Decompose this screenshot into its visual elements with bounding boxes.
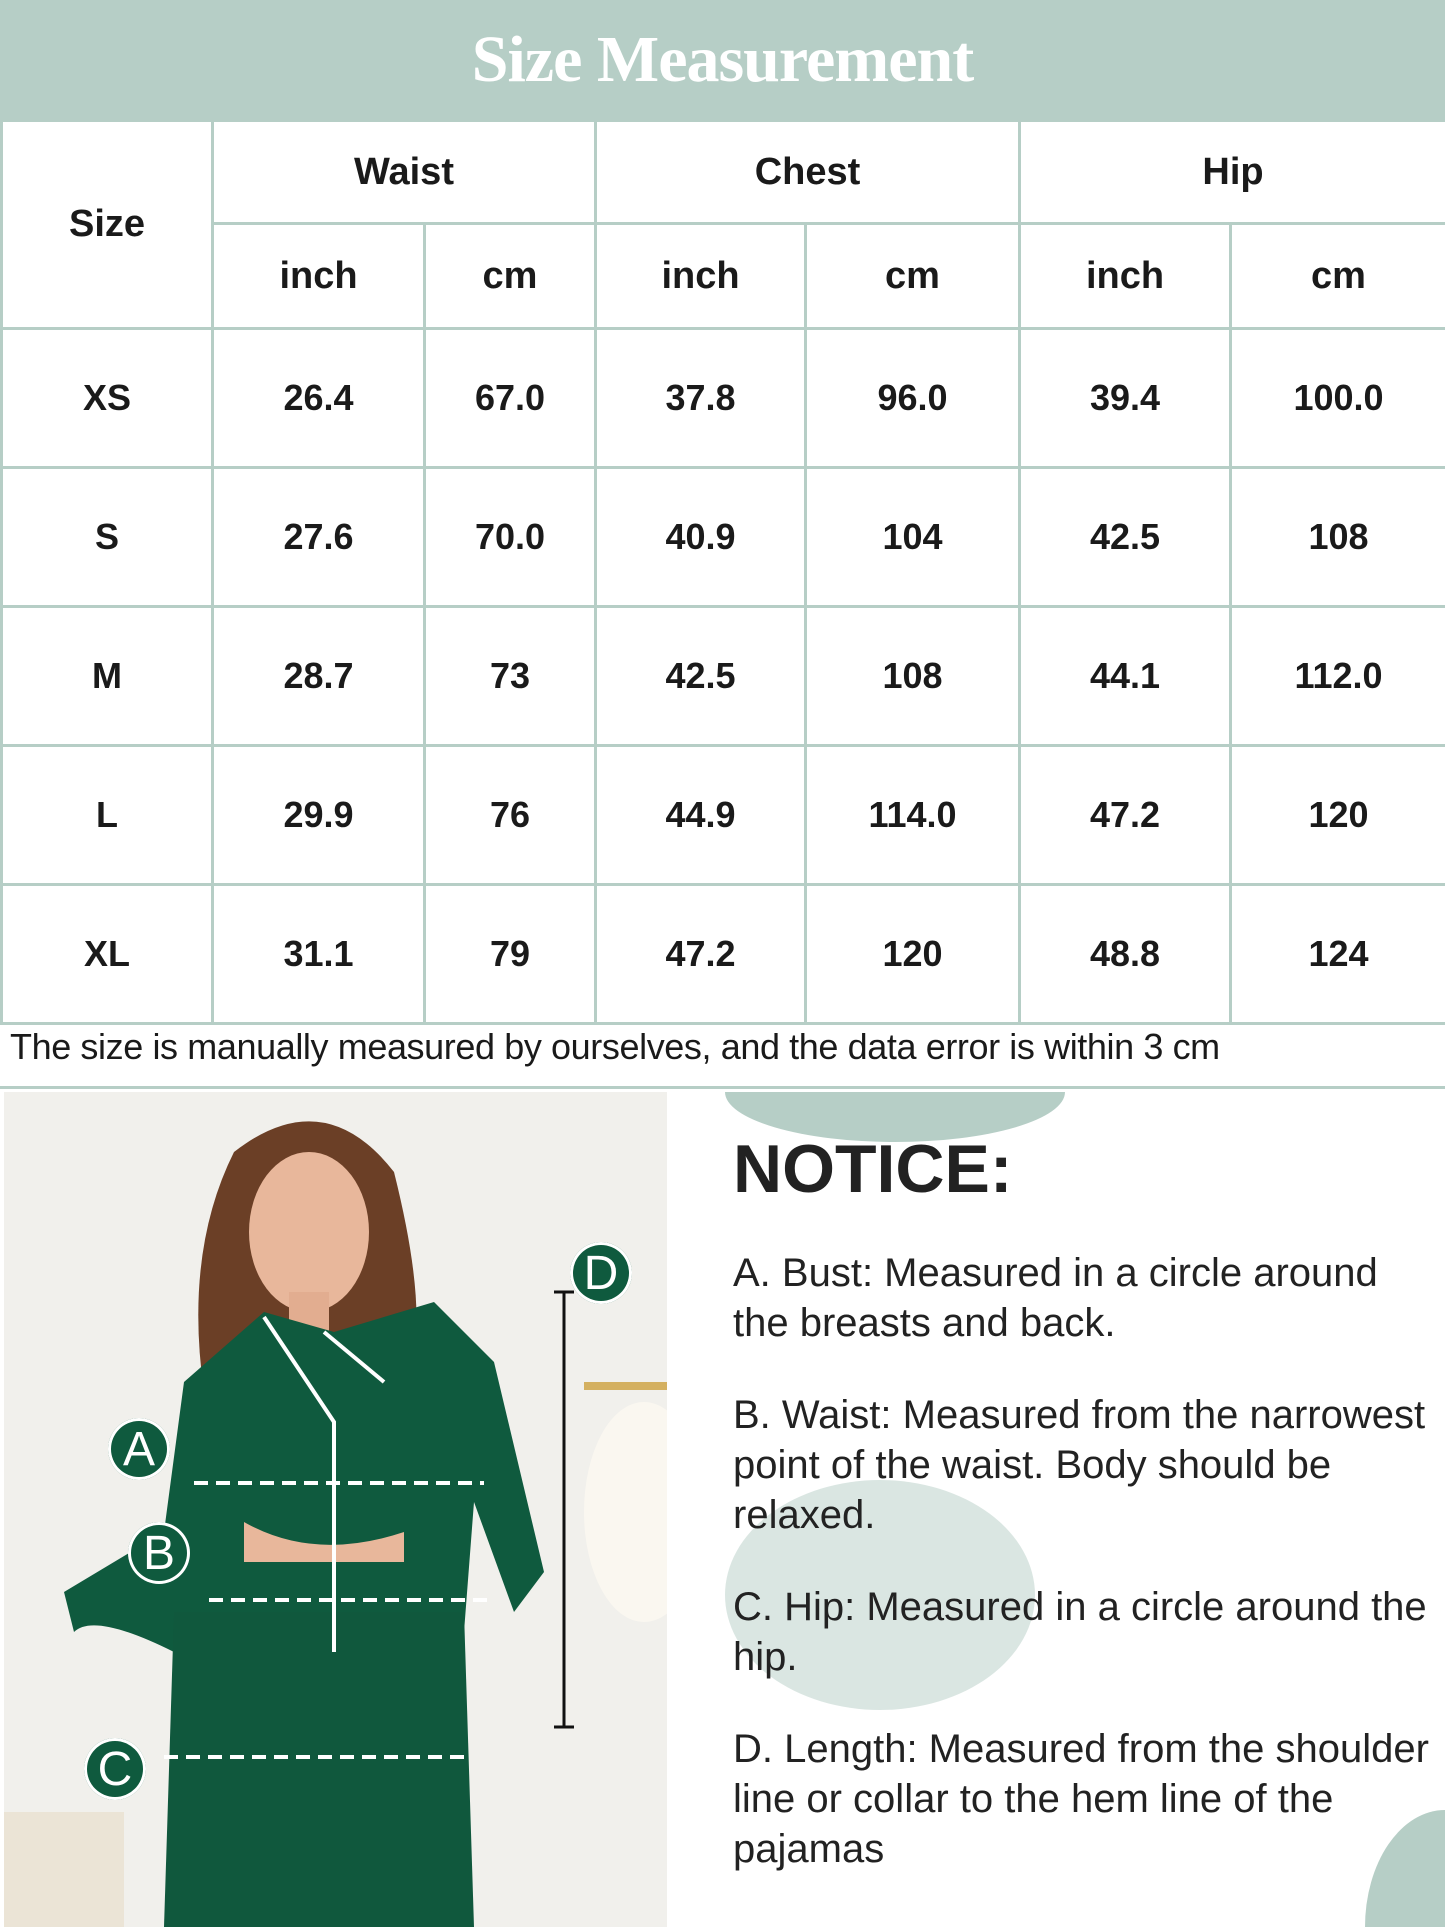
notice-title: NOTICE: — [733, 1130, 1433, 1208]
marker-a: A — [108, 1418, 170, 1480]
value-cell: 44.1 — [1020, 607, 1231, 746]
notice-item: B. Waist: Measured from the narrowest point of the waist. Body should be relaxed. — [733, 1390, 1433, 1540]
size-cell: S — [2, 468, 213, 607]
value-cell: 27.6 — [213, 468, 425, 607]
model-photo — [4, 1092, 667, 1927]
size-cell: L — [2, 746, 213, 885]
value-cell: 108 — [806, 607, 1020, 746]
value-cell: 108 — [1231, 468, 1445, 607]
unit-header: inch — [596, 224, 806, 329]
title-banner — [0, 0, 1445, 119]
value-cell: 124 — [1231, 885, 1445, 1024]
value-cell: 31.1 — [213, 885, 425, 1024]
hip-header: Hip — [1020, 121, 1445, 224]
divider — [0, 1086, 1445, 1089]
unit-header: cm — [1231, 224, 1445, 329]
unit-header: cm — [425, 224, 596, 329]
value-cell: 39.4 — [1020, 329, 1231, 468]
table-row — [2, 329, 1445, 468]
size-cell: XS — [2, 329, 213, 468]
value-cell: 96.0 — [806, 329, 1020, 468]
value-cell: 67.0 — [425, 329, 596, 468]
marker-c: C — [84, 1738, 146, 1800]
value-cell: 44.9 — [596, 746, 806, 885]
value-cell: 114.0 — [806, 746, 1020, 885]
value-cell: 112.0 — [1231, 607, 1445, 746]
table-row — [2, 746, 1445, 885]
waist-header: Waist — [213, 121, 596, 224]
value-cell: 29.9 — [213, 746, 425, 885]
value-cell: 40.9 — [596, 468, 806, 607]
value-cell: 28.7 — [213, 607, 425, 746]
value-cell: 48.8 — [1020, 885, 1231, 1024]
size-cell: M — [2, 607, 213, 746]
unit-header: inch — [213, 224, 425, 329]
measurement-note: The size is manually measured by ourselves, and the data error is within 3 cm — [10, 1026, 1435, 1068]
value-cell: 42.5 — [596, 607, 806, 746]
value-cell: 47.2 — [1020, 746, 1231, 885]
value-cell: 37.8 — [596, 329, 806, 468]
page-title: Size Measurement — [472, 22, 973, 98]
value-cell: 42.5 — [1020, 468, 1231, 607]
value-cell: 120 — [1231, 746, 1445, 885]
marker-d: D — [570, 1242, 632, 1304]
notice-item: A. Bust: Measured in a circle around the breasts and back. — [733, 1248, 1433, 1348]
value-cell: 79 — [425, 885, 596, 1024]
table-row — [2, 885, 1445, 1024]
size-cell: XL — [2, 885, 213, 1024]
value-cell: 120 — [806, 885, 1020, 1024]
table-row — [2, 468, 1445, 607]
marker-b: B — [128, 1522, 190, 1584]
size-table — [0, 119, 1445, 1025]
chest-header: Chest — [596, 121, 1020, 224]
value-cell: 47.2 — [596, 885, 806, 1024]
value-cell: 26.4 — [213, 329, 425, 468]
value-cell: 76 — [425, 746, 596, 885]
notice-section — [733, 1130, 1433, 1916]
table-row — [2, 607, 1445, 746]
unit-header: inch — [1020, 224, 1231, 329]
size-header: Size — [2, 121, 213, 329]
value-cell: 73 — [425, 607, 596, 746]
notice-item: C. Hip: Measured in a circle around the hip. — [733, 1582, 1433, 1682]
value-cell: 104 — [806, 468, 1020, 607]
value-cell: 70.0 — [425, 468, 596, 607]
notice-item: D. Length: Measured from the shoulder line or collar to the hem line of the pajamas — [733, 1724, 1433, 1874]
unit-header: cm — [806, 224, 1020, 329]
value-cell: 100.0 — [1231, 329, 1445, 468]
